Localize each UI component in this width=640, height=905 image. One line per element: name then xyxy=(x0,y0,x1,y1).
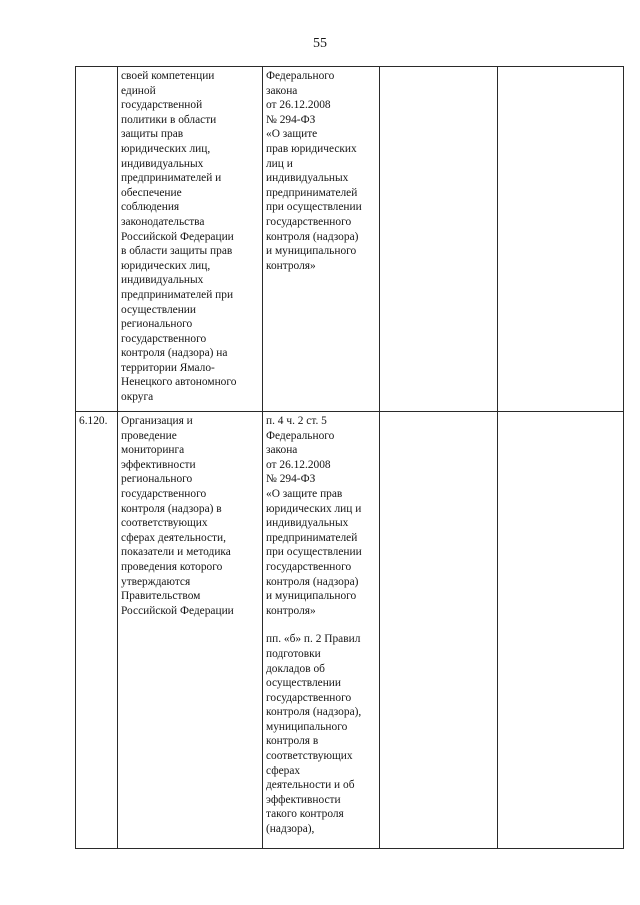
cell-text-line: эффективности xyxy=(266,793,341,806)
cell-text-line: осуществлении xyxy=(266,677,341,690)
cell-text-line: юридических лиц и xyxy=(266,502,362,515)
cell-text-line: и муниципального xyxy=(266,245,357,258)
cell-text-line: Российской Федерации xyxy=(121,230,234,243)
cell-text-line: муниципального xyxy=(266,720,348,733)
cell-text-line: лиц и xyxy=(266,157,293,170)
empty-cell xyxy=(380,67,498,412)
cell-text-line: (надзора), xyxy=(266,823,315,836)
cell-text-line: докладов об xyxy=(266,662,325,675)
legal-basis-cell xyxy=(263,412,380,849)
cell-text-line: государственной xyxy=(121,99,203,112)
cell-text-line: в области защиты прав xyxy=(121,245,233,258)
cell-text-line: эффективности xyxy=(121,458,196,471)
cell-text-line: контроля (надзора), xyxy=(266,706,362,719)
table-row xyxy=(76,67,624,412)
cell-text-line: утверждаются xyxy=(121,575,191,588)
cell-text-line: «О защите прав xyxy=(266,487,343,500)
page-number: 55 xyxy=(313,36,327,51)
cell-text-line: подготовки xyxy=(266,647,321,660)
cell-text-line: сферах xyxy=(266,764,301,777)
cell-text-line: закона xyxy=(266,444,298,457)
cell-text-line: сферах деятельности, xyxy=(121,531,226,544)
cell-text-line: осуществлении xyxy=(121,303,196,316)
cell-text-line: «О защите xyxy=(266,128,318,141)
cell-text-line: Организация и xyxy=(121,415,193,427)
cell-text-line: при осуществлении xyxy=(266,201,362,214)
cell-text-line: Федерального xyxy=(266,429,335,442)
cell-text-line: защиты прав xyxy=(121,128,184,141)
cell-text-line: государственного xyxy=(121,487,207,500)
cell-text-line: деятельности и об xyxy=(266,779,355,792)
cell-text-line: контроля» xyxy=(266,604,316,617)
cell-text-line: государственного xyxy=(266,560,352,573)
row-number-cell xyxy=(76,67,118,412)
empty-cell xyxy=(380,412,498,849)
cell-text-line: законодательства xyxy=(121,215,205,228)
cell-text-line: от 26.12.2008 xyxy=(266,99,331,112)
row-number-cell: 6.120. xyxy=(76,412,118,849)
cell-text-line: проведение xyxy=(121,429,177,442)
cell-text-line: такого контроля xyxy=(266,808,344,821)
cell-text-line: контроля (надзора) xyxy=(266,575,359,588)
cell-text-line: п. 4 ч. 2 ст. 5 xyxy=(266,415,327,427)
cell-text-line: государственного xyxy=(121,332,207,345)
cell-text-line: политики в области xyxy=(121,113,217,126)
cell-text-line: контроля (надзора) в xyxy=(121,502,222,515)
cell-text-line: территории Ямало- xyxy=(121,361,215,374)
cell-text-line: контроля (надзора) на xyxy=(121,347,228,360)
cell-text-line: предпринимателей при xyxy=(121,288,234,301)
cell-text-line: закона xyxy=(266,84,298,97)
legal-basis-cell xyxy=(263,67,380,412)
cell-text-line: соблюдения xyxy=(121,201,180,214)
cell-text-line: обеспечение xyxy=(121,186,182,199)
cell-text-line: контроля» xyxy=(266,259,316,272)
activity-name-cell xyxy=(118,412,263,849)
cell-text-line: прав юридических xyxy=(266,142,357,155)
cell-text-line: от 26.12.2008 xyxy=(266,458,331,471)
cell-text-line: регионального xyxy=(121,318,193,331)
cell-text-line: соответствующих xyxy=(266,750,353,763)
empty-cell xyxy=(498,412,624,849)
cell-text-line: проведения которого xyxy=(121,560,223,573)
cell-text-line: и муниципального xyxy=(266,590,357,603)
cell-text-line: индивидуальных xyxy=(266,517,349,530)
cell-text-line: контроля (надзора) xyxy=(266,230,359,243)
cell-text-line: своей компетенции xyxy=(121,70,215,82)
cell-text-line: предпринимателей xyxy=(266,531,358,544)
cell-text-line: единой xyxy=(121,84,156,97)
cell-text-line: индивидуальных xyxy=(266,172,349,185)
paragraph-gap xyxy=(266,618,377,632)
cell-text-line: при осуществлении xyxy=(266,546,362,559)
cell-text-line: контроля в xyxy=(266,735,319,748)
cell-text-line: предпринимателей xyxy=(266,186,358,199)
cell-text-line: индивидуальных xyxy=(121,157,204,170)
cell-text-line: юридических лиц, xyxy=(121,259,211,272)
cell-text-line: государственного xyxy=(266,691,352,704)
cell-text-line: индивидуальных xyxy=(121,274,204,287)
cell-text-line: округа xyxy=(121,391,154,404)
cell-text-line: показатели и методика xyxy=(121,546,231,559)
cell-text-line: государственного xyxy=(266,215,352,228)
document-table xyxy=(75,66,624,849)
cell-text-line: соответствующих xyxy=(121,517,208,530)
cell-text-line: № 294-ФЗ xyxy=(266,473,316,486)
cell-text-line: пп. «б» п. 2 Правил xyxy=(266,633,361,646)
cell-text-line: Правительством xyxy=(121,590,201,603)
cell-text-line: № 294-ФЗ xyxy=(266,113,316,126)
cell-text-line: Федерального xyxy=(266,70,335,82)
cell-text-line: мониторинга xyxy=(121,444,185,457)
activity-name-cell xyxy=(118,67,263,412)
empty-cell xyxy=(498,67,624,412)
cell-text-line: Ненецкого автономного xyxy=(121,376,237,389)
cell-text-line: юридических лиц, xyxy=(121,142,211,155)
cell-text-line: регионального xyxy=(121,473,193,486)
cell-text-line: Российской Федерации xyxy=(121,604,234,617)
table-row xyxy=(76,412,624,849)
cell-text-line: предпринимателей и xyxy=(121,172,222,185)
